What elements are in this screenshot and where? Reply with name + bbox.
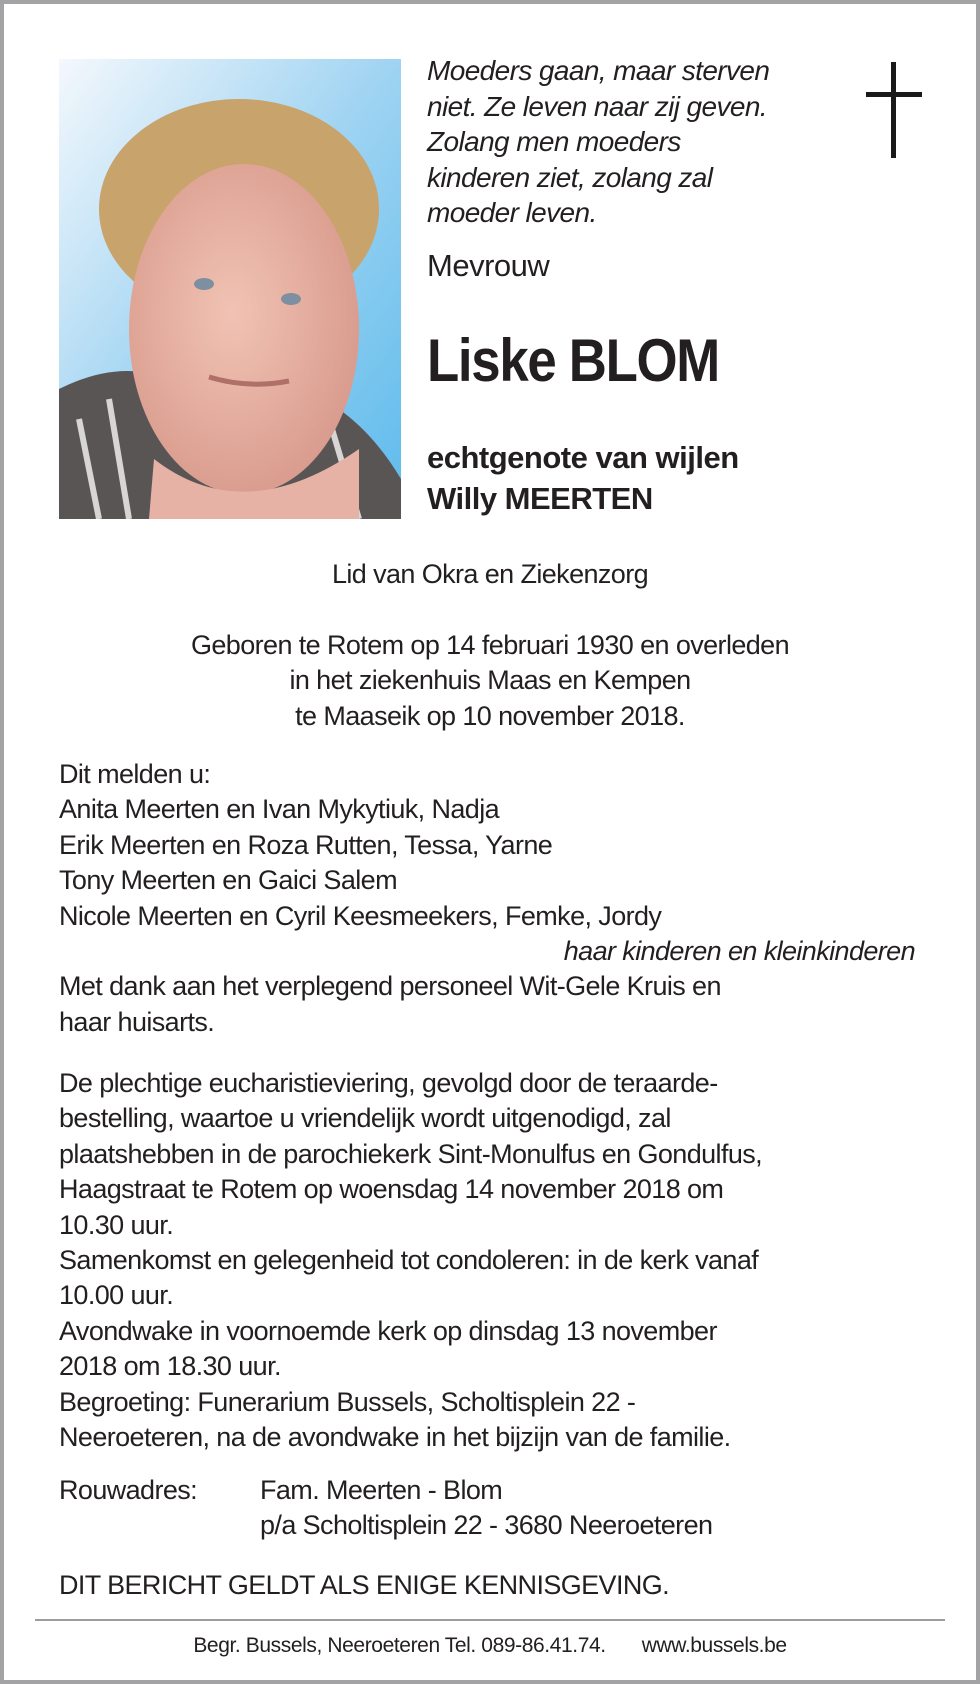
thanks-line: haar huisarts. xyxy=(59,1006,215,1037)
announcer-line: Tony Meerten en Gaici Salem xyxy=(59,865,397,896)
ceremony-line: Neeroeteren, na de avondwake in het bijzijn van de familie. xyxy=(59,1422,731,1453)
thanks-line: Met dank aan het verplegend personeel Wit-Gele Kruis en xyxy=(59,971,721,1002)
ceremony-line: plaatshebben in de parochiekerk Sint-Monulfus en Gondulfus, xyxy=(59,1138,763,1169)
ceremony-line: Begroeting: Funerarium Bussels, Scholtisplein 22 - xyxy=(59,1386,636,1417)
announcer-line: Erik Meerten en Roza Rutten, Tessa, Yarne xyxy=(59,829,553,860)
quote-line: kinderen ziet, zolang zal xyxy=(427,161,713,193)
birth-death-line: Geboren te Rotem op 14 februari 1930 en overleden xyxy=(190,630,790,660)
spouse-name: Willy MEERTEN xyxy=(427,481,653,516)
deceased-name: Liske BLOM xyxy=(427,327,719,394)
ceremony-line: Haagstraat te Rotem op woensdag 14 november 2018 om xyxy=(59,1174,724,1205)
address-line: p/a Scholtisplein 22 - 3680 Neeroeteren xyxy=(260,1510,713,1541)
quote-line: moeder leven. xyxy=(427,197,597,228)
notice: DIT BERICHT GELDT ALS ENIGE KENNISGEVING. xyxy=(59,1570,670,1600)
portrait-photo xyxy=(59,59,401,519)
ceremony-line: 2018 om 18.30 uur. xyxy=(59,1351,281,1382)
announcers-relation: haar kinderen en kleinkinderen xyxy=(563,936,915,967)
spouse-line: echtgenote van wijlen xyxy=(427,440,739,475)
quote-line: niet. Ze leven naar zij geven. xyxy=(427,90,767,122)
birth-death-line: in het ziekenhuis Maas en Kempen xyxy=(289,665,691,696)
divider xyxy=(35,1619,945,1621)
quote-line: Zolang men moeders xyxy=(427,126,681,157)
ceremony-line: 10.00 uur. xyxy=(59,1280,174,1311)
footer-company: Begr. Bussels, Neeroeteren Tel. 089-86.41.74. xyxy=(193,1634,606,1657)
spouse-info xyxy=(427,437,739,519)
ceremony-line: Samenkomst en gelegenheid tot condoleren: in de kerk vanaf xyxy=(59,1245,759,1276)
address-line: Fam. Meerten - Blom xyxy=(260,1475,503,1505)
quote-line: Moeders gaan, maar sterven xyxy=(427,55,770,86)
birth-death-info xyxy=(0,628,980,734)
announcer-line: Anita Meerten en Ivan Mykytiuk, Nadja xyxy=(59,794,500,825)
memorial-quote xyxy=(427,53,769,231)
footer xyxy=(0,1634,980,1658)
announcer-line: Nicole Meerten en Cyril Keesmeekers, Femke, Jordy xyxy=(59,900,662,931)
ceremony-line: 10.30 uur. xyxy=(59,1209,174,1240)
ceremony-line: De plechtige eucharistieviering, gevolgd door de teraarde- xyxy=(59,1068,718,1098)
membership: Lid van Okra en Ziekenzorg xyxy=(331,559,649,589)
cross-icon xyxy=(866,62,922,158)
address-label: Rouwadres: xyxy=(59,1475,198,1505)
salutation: Mevrouw xyxy=(427,248,550,283)
announcers xyxy=(59,757,939,1040)
announcers-intro: Dit melden u: xyxy=(59,759,211,789)
ceremony-line: Avondwake in voornoemde kerk op dinsdag 13 november xyxy=(59,1315,717,1346)
ceremony-info xyxy=(59,1066,939,1455)
mourning-address xyxy=(59,1473,939,1544)
footer-website[interactable]: www.bussels.be xyxy=(641,1634,787,1657)
birth-death-line: te Maaseik op 10 november 2018. xyxy=(295,700,685,731)
ceremony-line: bestelling, waartoe u vriendelijk wordt uitgenodigd, zal xyxy=(59,1103,671,1134)
